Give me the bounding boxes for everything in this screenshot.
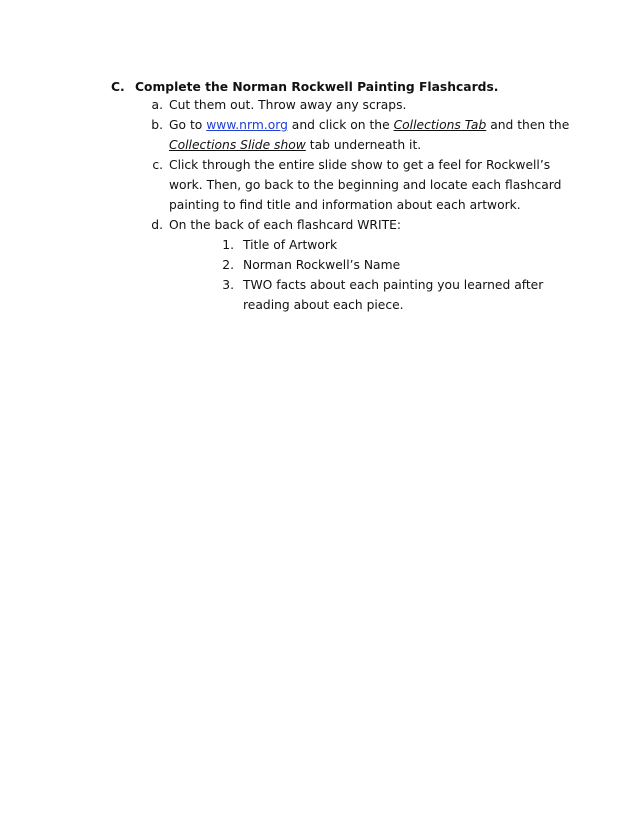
write-item-2-marker: 2.: [222, 258, 234, 272]
item-c-line-3: painting to find title and information about each artwork.: [169, 198, 521, 212]
collections-tab-text: Collections Tab: [393, 118, 487, 132]
nrm-link[interactable]: www.nrm.org: [206, 118, 288, 132]
item-a-text: Cut them out. Throw away any scraps.: [169, 98, 407, 112]
section-heading: [111, 79, 498, 95]
write-item-1-text: Title of Artwork: [243, 238, 338, 252]
write-item-3-line-1: TWO facts about each painting you learned after: [243, 278, 544, 292]
item-c-line-1: Click through the entire slide show to get a feel for Rockwell’s: [169, 158, 551, 172]
item-d-marker: d.: [151, 218, 163, 232]
item-b-line-2: [169, 137, 421, 153]
item-b-suffix: and then the: [490, 118, 570, 132]
item-b-line-1: [169, 117, 569, 133]
write-item-1-marker: 1.: [222, 238, 234, 252]
item-b-end: tab underneath it.: [309, 138, 422, 152]
section-marker: C.: [111, 80, 125, 94]
item-b-marker: b.: [151, 118, 163, 132]
write-item-3-line-2: reading about each piece.: [243, 298, 404, 312]
item-d-text: On the back of each flashcard WRITE:: [169, 218, 402, 232]
item-c-marker: c.: [152, 158, 163, 172]
write-item-2-text: Norman Rockwell’s Name: [243, 258, 401, 272]
item-c-line-2: work. Then, go back to the beginning and locate each flashcard: [169, 178, 562, 192]
write-item-3-marker: 3.: [222, 278, 234, 292]
collections-slide-show-text: Collections Slide show: [169, 138, 306, 152]
item-a-marker: a.: [151, 98, 163, 112]
item-b-prefix: Go to: [169, 118, 203, 132]
item-b-middle: and click on the: [291, 118, 390, 132]
section-title: Complete the Norman Rockwell Painting Flashcards.: [134, 80, 499, 94]
